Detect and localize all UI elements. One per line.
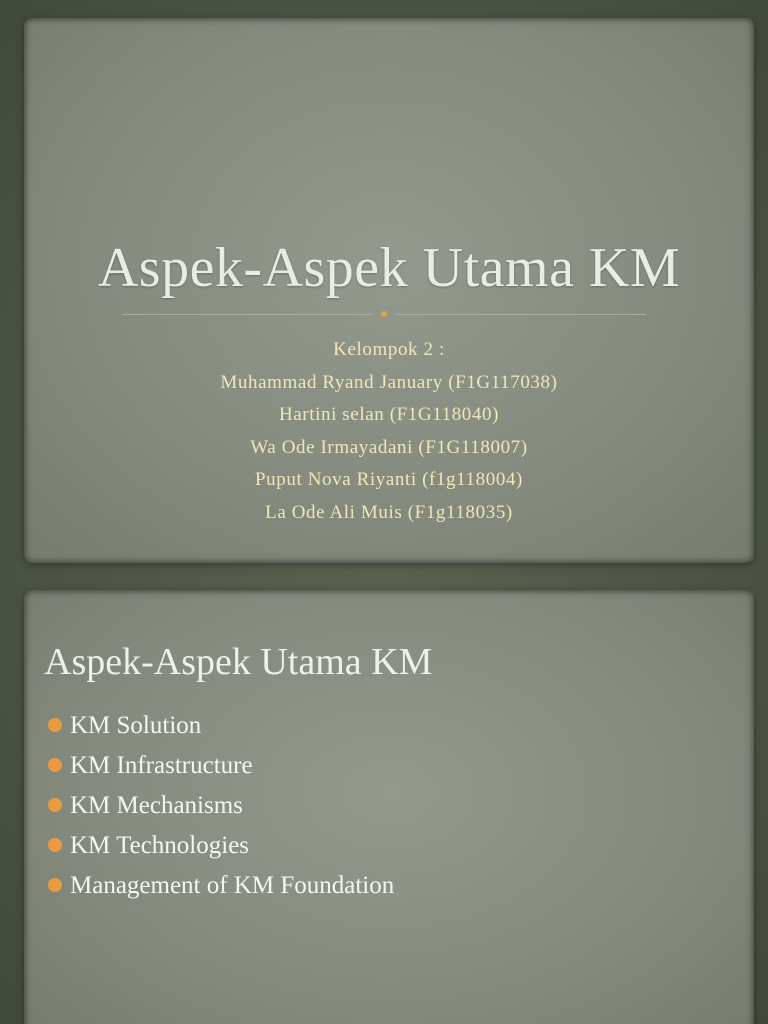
slide-heading: Aspek-Aspek Utama KM: [44, 641, 433, 683]
title-slide: [24, 18, 754, 563]
divider-line-right: [396, 314, 646, 315]
bullet-list: [48, 708, 394, 908]
list-item: [48, 748, 394, 788]
author-name: Puput Nova Riyanti (f1g118004): [255, 469, 523, 490]
list-item: [48, 708, 394, 748]
bullet-icon: [48, 758, 62, 772]
author-name: Wa Ode Irmayadani (F1G118007): [250, 436, 528, 458]
list-item: [48, 788, 394, 828]
list-item-text: KM Infrastructure: [70, 752, 253, 779]
list-item-text: KM Mechanisms: [70, 792, 243, 819]
author-name: Hartini selan (F1G118040): [278, 404, 500, 425]
divider-dot-icon: [381, 311, 387, 317]
list-item-text: KM Technologies: [70, 832, 250, 859]
slide-title: Aspek-Aspek Utama KM: [97, 237, 681, 299]
list-item: [48, 868, 394, 908]
list-item-text: Management of KM Foundation: [70, 872, 395, 899]
title-divider: [122, 314, 646, 316]
list-item-text: KM Solution: [70, 712, 202, 739]
bullet-icon: [48, 718, 62, 732]
author-name: La Ode Ali Muis (F1g118035): [265, 501, 513, 523]
list-item: [48, 828, 394, 868]
bullet-icon: [48, 838, 62, 852]
group-label: Kelompok 2 :: [333, 339, 445, 360]
bullet-icon: [48, 878, 62, 892]
author-list: [24, 334, 754, 529]
divider-line-left: [122, 314, 372, 315]
author-name: Muhammad Ryand January (F1G117038): [220, 371, 558, 393]
content-slide: [24, 590, 754, 1024]
bullet-icon: [48, 798, 62, 812]
